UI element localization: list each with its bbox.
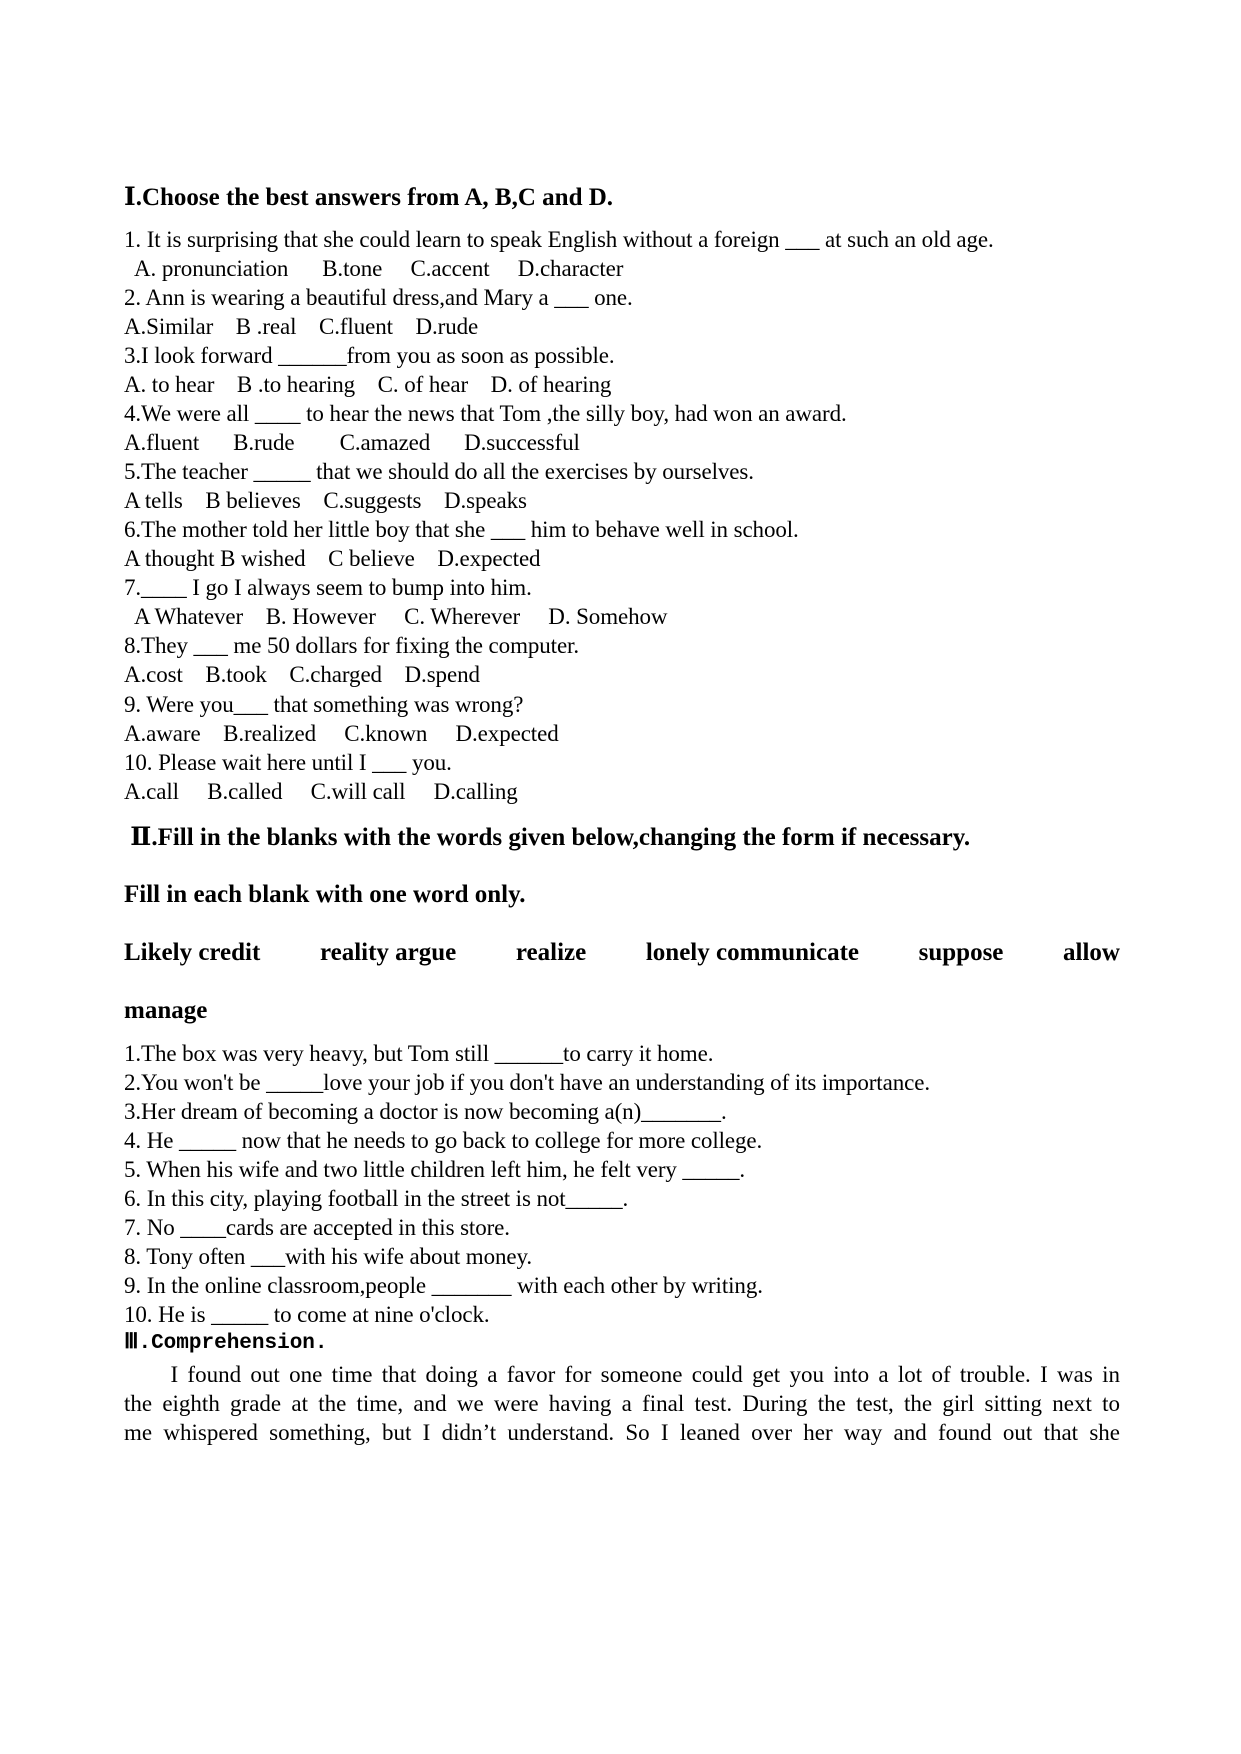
passage-line: the eighth grade at the time, and we were having a final test. During the test, the girl sitting next to <box>124 1391 1120 1416</box>
passage-line: I found out one time that doing a favor for someone could get you into a lot of trouble. I was in <box>124 1362 1120 1387</box>
section-3-heading: Ⅲ.Comprehension. <box>124 1332 328 1355</box>
word-bank-item: allow <box>1063 939 1120 966</box>
options-line: A tells B believes C.suggests D.speaks <box>124 488 527 513</box>
fill-blank-line: 2.You won't be _____love your job if you don't have an understanding of its importance. <box>124 1070 930 1095</box>
options-line: A.fluent B.rude C.amazed D.successful <box>124 430 580 455</box>
word-bank-item: lonely communicate <box>645 939 860 966</box>
options-line: A. pronunciation B.tone C.accent D.character <box>124 256 624 281</box>
section-2-heading: Ⅱ.Fill in the blanks with the words given below,changing the form if necessary. <box>124 824 971 851</box>
fill-blank-line: 5. When his wife and two little children left him, he felt very _____. <box>124 1157 746 1182</box>
fill-blank-line: 7. No ____cards are accepted in this store. <box>124 1215 510 1240</box>
options-line: A.call B.called C.will call D.calling <box>124 779 518 804</box>
word-bank-item: Likely credit <box>124 939 261 966</box>
fill-blank-line: 6. In this city, playing football in the street is not_____. <box>124 1186 629 1211</box>
question-line: 5.The teacher _____ that we should do all the exercises by ourselves. <box>124 459 754 484</box>
options-line: A thought B wished C believe D.expected <box>124 546 541 571</box>
question-line: 1. It is surprising that she could learn to speak English without a foreign ___ at such an old age. <box>124 227 994 252</box>
question-line: 2. Ann is wearing a beautiful dress,and Mary a ___ one. <box>124 285 633 310</box>
question-line: 6.The mother told her little boy that she ___ him to behave well in school. <box>124 517 799 542</box>
word-bank <box>124 938 1120 968</box>
question-line: 9. Were you___ that something was wrong? <box>124 692 524 717</box>
question-line: 3.I look forward ______from you as soon as possible. <box>124 343 615 368</box>
section-2-subheading: Fill in each blank with one word only. <box>124 881 526 908</box>
options-line: A.Similar B .real C.fluent D.rude <box>124 314 479 339</box>
options-line: A.aware B.realized C.known D.expected <box>124 721 559 746</box>
options-line: A Whatever B. However C. Wherever D. Somehow <box>124 604 668 629</box>
fill-blank-line: 1.The box was very heavy, but Tom still ______to carry it home. <box>124 1041 714 1066</box>
question-line: 7.____ I go I always seem to bump into him. <box>124 575 532 600</box>
options-line: A. to hear B .to hearing C. of hear D. of hearing <box>124 372 612 397</box>
options-line: A.cost B.took C.charged D.spend <box>124 662 480 687</box>
fill-blank-line: 10. He is _____ to come at nine o'clock. <box>124 1302 490 1327</box>
fill-blank-line: 3.Her dream of becoming a doctor is now becoming a(n)_______. <box>124 1099 727 1124</box>
word-bank-item: realize <box>515 939 587 966</box>
section-1-heading: Ⅰ.Choose the best answers from A, B,C and D. <box>124 184 614 211</box>
question-line: 10. Please wait here until I ___ you. <box>124 750 452 775</box>
passage-line: me whispered something, but I didn’t understand. So I leaned over her way and found out that she <box>124 1420 1120 1445</box>
word-bank-item: suppose <box>918 939 1004 966</box>
fill-blank-line: 4. He _____ now that he needs to go back to college for more college. <box>124 1128 763 1153</box>
question-line: 8.They ___ me 50 dollars for fixing the computer. <box>124 633 579 658</box>
fill-blank-line: 9. In the online classroom,people _______ with each other by writing. <box>124 1273 763 1298</box>
question-line: 4.We were all ____ to hear the news that Tom ,the silly boy, had won an award. <box>124 401 847 426</box>
word-bank-item: reality argue <box>319 939 457 966</box>
fill-blank-line: 8. Tony often ___with his wife about money. <box>124 1244 533 1269</box>
word-bank-item: manage <box>124 997 208 1024</box>
